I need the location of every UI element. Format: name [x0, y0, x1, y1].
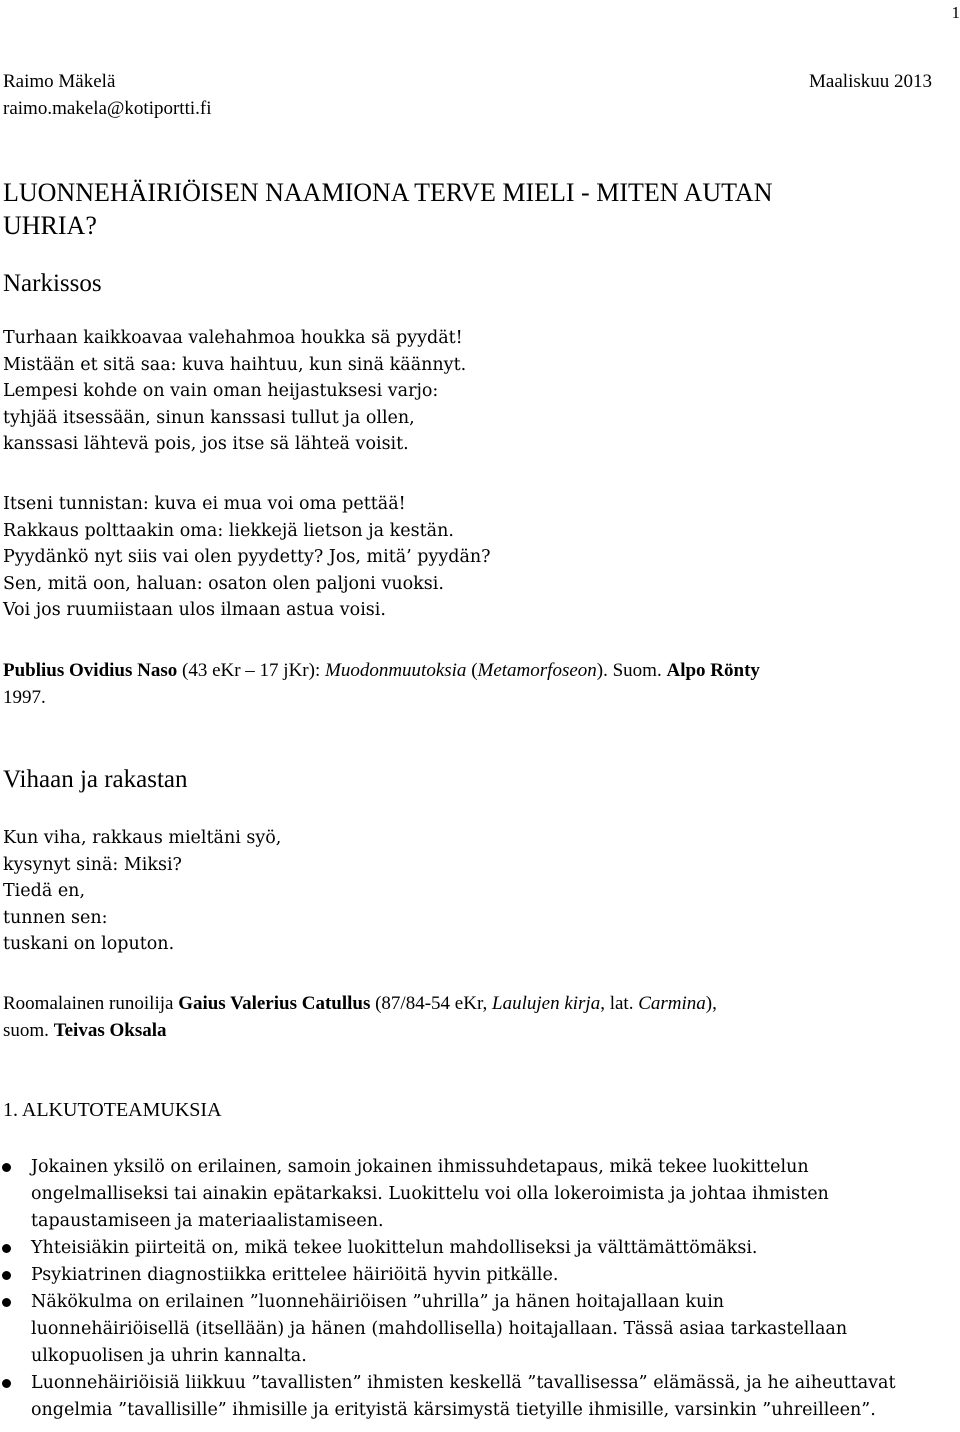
section-heading-vihaan: Vihaan ja rakastan	[3, 766, 188, 793]
poem-line: tunnen sen:	[3, 907, 108, 928]
citation-author: Publius Ovidius Naso	[3, 660, 178, 681]
bullet-list	[0, 1154, 960, 1424]
poem-line: Kun viha, rakkaus mieltäni syö,	[3, 828, 282, 848]
citation-text: Roomalainen runoilija	[3, 993, 179, 1014]
list-item	[0, 1262, 960, 1289]
list-item-line: Näkökulma on erilainen ”luonnehäiriöisen ”uhrilla” ja hänen hoitajallaan kuin	[31, 1292, 725, 1312]
citation-translator: Teivas Oksala	[53, 1019, 167, 1041]
list-item	[0, 1289, 960, 1370]
citation-work-original: Carmina	[638, 993, 706, 1014]
list-item-line: Psykiatrinen diagnostiikka erittelee häiriöitä hyvin pitkälle.	[31, 1265, 559, 1285]
title-line: UHRIA?	[3, 211, 97, 240]
list-item	[0, 1235, 960, 1262]
citation-text: suom.	[3, 1019, 54, 1041]
section-heading-alkutoteamuksia: 1. ALKUTOTEAMUKSIA	[3, 1099, 222, 1121]
bullet-icon	[2, 1163, 11, 1172]
document-title	[3, 176, 903, 242]
page-number: 1	[951, 3, 960, 22]
citation-text: (87/84-54 eKr,	[370, 993, 493, 1014]
poem-line: Sen, mitä oon, haluan: osaton olen paljoni vuoksi.	[3, 573, 444, 594]
document-date: Maaliskuu 2013	[809, 71, 932, 92]
list-item-line: tapaustamiseen ja materiaalistamiseen.	[31, 1211, 384, 1231]
bullet-icon	[2, 1298, 11, 1307]
list-item-line: ulkopuolisen ja uhrin kannalta.	[31, 1346, 307, 1366]
poem-stanza	[3, 325, 466, 458]
list-item-line: Jokainen yksilö on erilainen, samoin jokainen ihmissuhdetapaus, mikä tekee luokittelun	[31, 1157, 809, 1177]
poem-line: Voi jos ruumiistaan ulos ilmaan astua voisi.	[3, 600, 386, 620]
list-item-line: luonnehäiriöisellä (itsellään) ja hänen (mahdollisella) hoitajallaan. Tässä asiaa tarkastellaan	[31, 1319, 848, 1339]
citation-text: ),	[705, 993, 717, 1014]
section-heading-narkissos: Narkissos	[3, 270, 102, 297]
author-email: raimo.makela@kotiportti.fi	[3, 98, 212, 119]
list-item	[0, 1154, 960, 1235]
citation-translator: Alpo Rönty	[666, 660, 760, 681]
poem-line: Itseni tunnistan: kuva ei mua voi oma pettää!	[3, 494, 406, 514]
poem-line: kanssasi lähtevä pois, jos itse sä lähteä voisit.	[3, 434, 409, 454]
title-line: LUONNEHÄIRIÖISEN NAAMIONA TERVE MIELI - MITEN AUTAN	[3, 178, 773, 207]
citation-work-original: Metamorfoseon	[477, 660, 597, 681]
bullet-icon	[2, 1379, 11, 1388]
citation-work: Laulujen kirja	[492, 993, 601, 1014]
poem-line: tuskani on loputon.	[3, 934, 175, 954]
poem-stanza	[3, 825, 281, 958]
poem-line: Turhaan kaikkoavaa valehahmoa houkka sä pyydät!	[3, 328, 463, 348]
poem-line: Tiedä en,	[3, 881, 86, 901]
poem-line: tyhjää itsessään, sinun kanssasi tullut ja ollen,	[3, 407, 415, 428]
citation-catullus	[3, 991, 953, 1044]
list-item	[0, 1370, 960, 1424]
poem-line: Mistään et sitä saa: kuva haihtuu, kun sinä käännyt.	[3, 354, 467, 375]
bullet-icon	[2, 1271, 11, 1280]
list-item-line: Luonnehäiriöisiä liikkuu ”tavallisten” ihmisten keskellä ”tavallisessa” elämässä, ja he aiheuttavat	[31, 1373, 896, 1393]
list-item-line: Yhteisiäkin piirteitä on, mikä tekee luokittelun mahdolliseksi ja välttämättömäksi.	[31, 1238, 758, 1258]
bullet-icon	[2, 1244, 11, 1253]
poem-line: Pyydänkö nyt siis vai olen pyydetty? Jos, mitä’ pyydän?	[3, 547, 491, 567]
poem-line: Lempesi kohde on vain oman heijastuksesi varjo:	[3, 381, 439, 401]
poem-stanza	[3, 491, 491, 624]
poem-line: kysynyt sinä: Miksi?	[3, 854, 182, 875]
citation-year: 1997.	[3, 686, 46, 708]
list-item-line: ongelmia ”tavallisille” ihmisille ja erityistä kärsimystä tietyille ihmisille, varsinkin ”uhreilleen”.	[31, 1400, 876, 1420]
citation-author: Gaius Valerius Catullus	[178, 993, 371, 1014]
citation-text: (	[466, 660, 478, 681]
citation-ovidius	[3, 658, 953, 711]
citation-text: (43 eKr – 17 jKr):	[177, 660, 325, 681]
citation-work: Muodonmuutoksia	[325, 660, 467, 681]
author-name: Raimo Mäkelä	[3, 71, 116, 92]
citation-text: ). Suom.	[596, 660, 667, 681]
poem-line: Rakkaus polttaakin oma: liekkejä lietson ja kestän.	[3, 520, 454, 541]
citation-text: , lat.	[600, 993, 639, 1014]
list-item-line: ongelmalliseksi tai ainakin epätarkaksi. Luokittelu voi olla lokeroimista ja johtaa ihmisten	[31, 1184, 829, 1204]
